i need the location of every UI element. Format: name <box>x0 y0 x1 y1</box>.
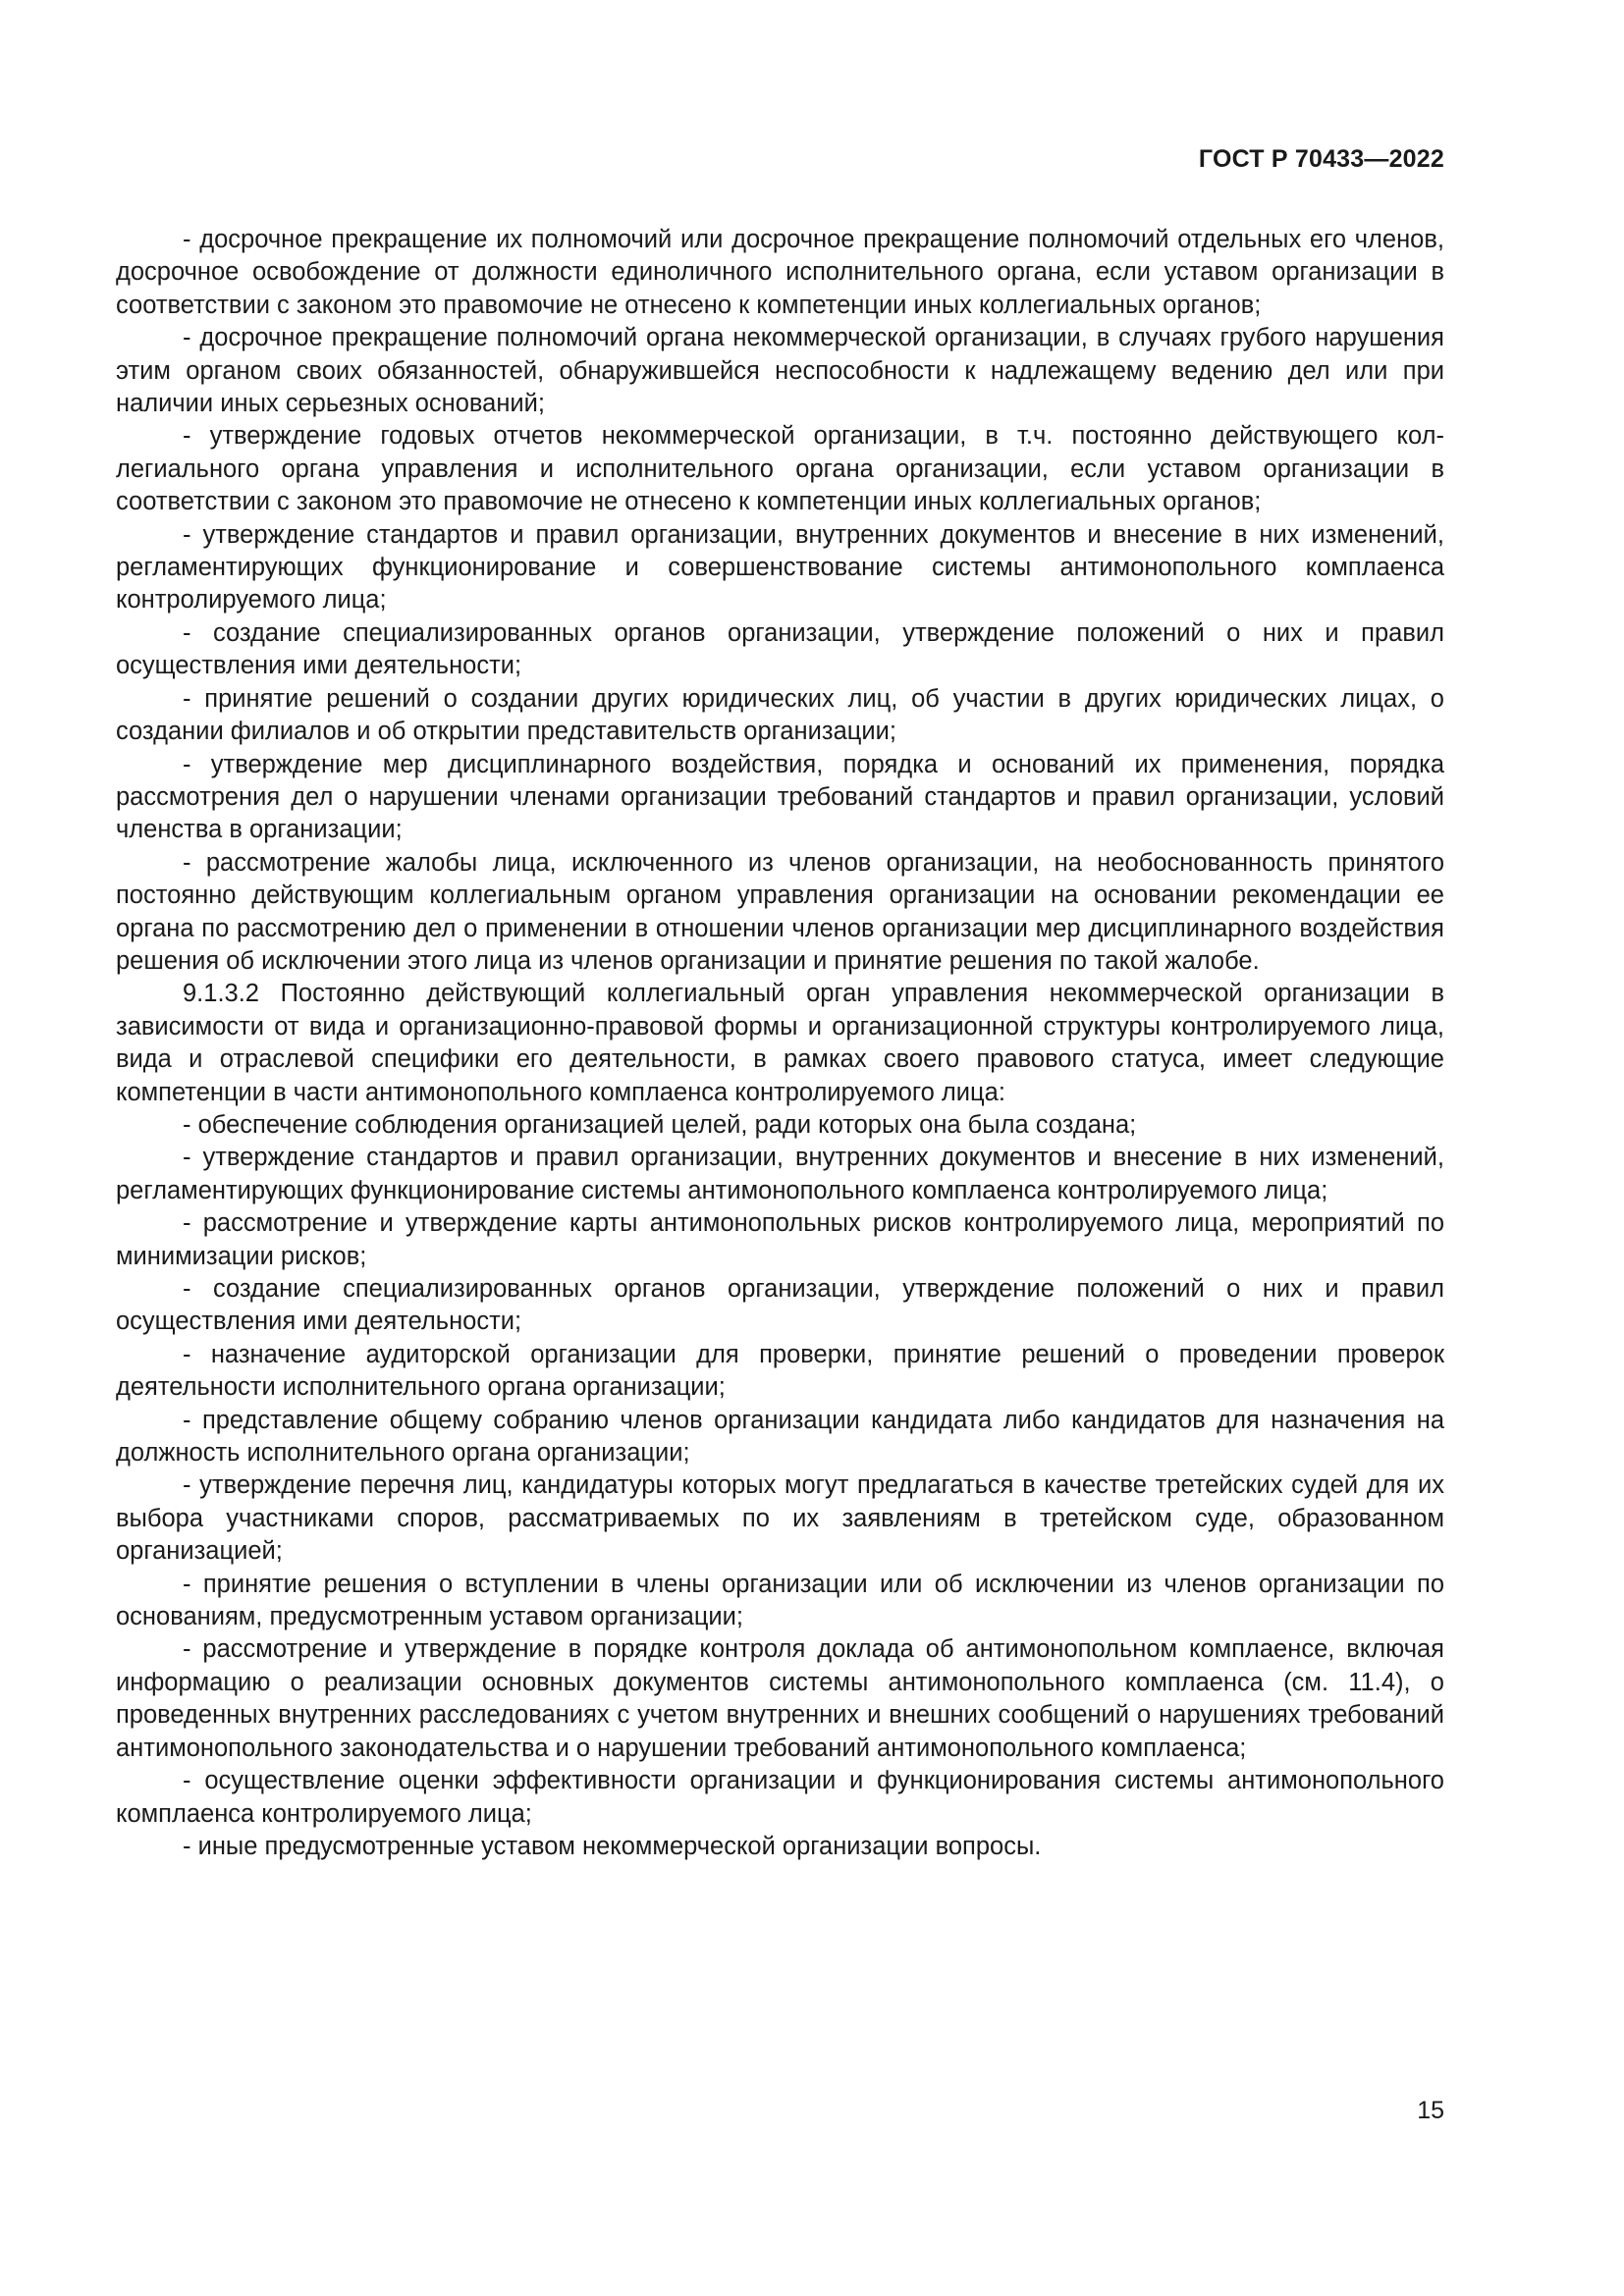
paragraph: - рассмотрение жалобы лица, исключенного из членов организации, на необоснованность принятого постоянно действующим коллегиальным органом управления организации на основании рекомендации ее органа по рассмотрению дел о применении в отношении членов организации мер дисциплинарного воздействия решения об исключении этого лица из членов организации и принятие решения по такой жалобе. <box>116 848 1444 975</box>
paragraph: - принятие решений о создании других юридических лиц, об участии в других юридических лицах, о создании филиалов и об открытии представительств организации; <box>116 684 1444 746</box>
paragraph: - рассмотрение и утверждение в порядке контроля доклада об антимонопольном комплаенсе, включая информацию о реализации основных документов системы антимонопольного комплаенса (см. 11.4), о проведенных внутренних расследованиях с учетом внутренних и внешних сообщений о нарушениях требований антимонопольного законодательства и о нарушении требований антимонопольного комплаенса; <box>116 1635 1444 1762</box>
paragraph: - назначение аудиторской организации для проверки, принятие решений о проведении проверок деятельности исполнительного органа организации; <box>116 1340 1444 1402</box>
paragraph: - создание специализированных органов организации, утверждение положений о них и правил осуществления ими деятельности; <box>116 1275 1444 1336</box>
paragraph: - досрочное прекращение полномочий органа некоммерческой организации, в случаях грубого нарушения этим органом своих обязанностей, обнаружившейся неспособности к надлежащему ведению дел или при наличии иных серьезных оснований; <box>116 324 1444 418</box>
page-number: 15 <box>1417 2097 1444 2124</box>
paragraph: - обеспечение соблюдения организацией целей, ради которых она была создана; <box>183 1110 1137 1139</box>
paragraph: - утверждение годовых отчетов некоммерческой организации, в т.ч. постоянно действующего коллегиального органа управления и исполнительного органа организации, если уставом организации в соответствии с законом это правомочие не отнесено к компетенции иных коллегиальных органов; <box>116 422 1444 516</box>
paragraph: - утверждение стандартов и правил организации, внутренних документов и внесение в них изменений, регламентирующих функционирование и совершенствование системы антимонопольного комплаенса контролируемого лица; <box>116 520 1444 614</box>
document-body <box>116 224 1444 1863</box>
paragraph: - утверждение стандартов и правил организации, внутренних документов и внесение в них изменений, регламентирующих функционирование системы антимонопольного комплаенса контролируемого лица; <box>116 1144 1444 1204</box>
paragraph: - представление общему собранию членов организации кандидата либо кандидатов для назначения на должность исполнительного органа организации; <box>116 1406 1444 1468</box>
paragraph: - досрочное прекращение их полномочий или досрочное прекращение полномочий отдельных его членов, досрочное освобождение от должности единоличного исполнительного органа, если уставом организации в соответствии с законом это правомочие не отнесено к компетенции иных коллегиальных органов; <box>116 226 1444 319</box>
standard-code-header: ГОСТ Р 70433—2022 <box>1198 145 1444 173</box>
paragraph: - рассмотрение и утверждение карты антимонопольных рисков контролируемого лица, мероприятий по минимизации рисков; <box>116 1209 1444 1270</box>
paragraph: - иные предусмотренные уставом некоммерческой организации вопросы. <box>183 1832 1042 1860</box>
paragraph: - утверждение мер дисциплинарного воздействия, порядка и оснований их применения, порядка рассмотрения дел о нарушении членами организации требований стандартов и правил организации, условий членства в организации; <box>116 750 1444 844</box>
paragraph: - осуществление оценки эффективности организации и функционирования системы антимонопольного комплаенса контролируемого лица; <box>116 1767 1444 1828</box>
paragraph: - принятие решения о вступлении в члены организации или об исключении из членов организации по основаниям, предусмотренным уставом организации; <box>116 1570 1444 1631</box>
paragraph: - утверждение перечня лиц, кандидатуры которых могут предлагаться в качестве третейских судей для их выбора участниками споров, рассматриваемых по их заявлениям в третейском суде, образованном организацией; <box>116 1471 1444 1566</box>
section-paragraph-9-1-3-2: 9.1.3.2 Постоянно действующий коллегиальный орган управления некоммерческой организации в зависимости от вида и организационно-правовой формы и организационной структуры контролируемого лица, вида и отраслевой специфики его деятельности, в рамках своего правового статуса, имеет следующие компетенции в части антимонопольного комплаенса контролируемого лица: <box>116 980 1444 1106</box>
paragraph: - создание специализированных органов организации, утверждение положений о них и правил осуществления ими деятельности; <box>116 618 1444 680</box>
